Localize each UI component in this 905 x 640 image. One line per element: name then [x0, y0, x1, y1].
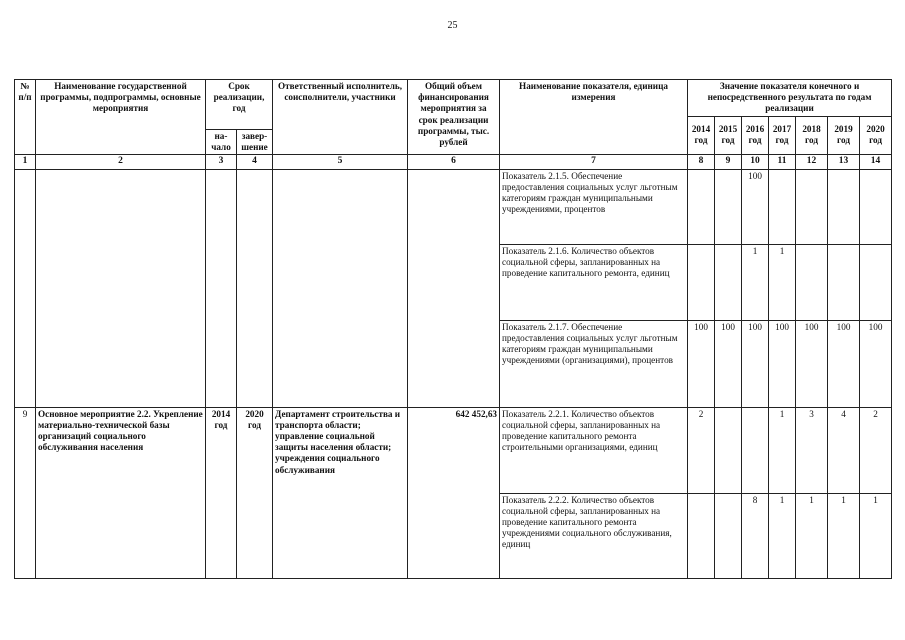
page-number: 25 [447, 20, 458, 31]
header-indicator: Наименование показателя, единица измерения [500, 80, 688, 155]
indicator-value-2017: 1 [769, 244, 796, 320]
table-row [15, 169, 892, 244]
cell-name-empty [36, 169, 206, 407]
column-number: 6 [408, 155, 500, 170]
indicator-value-2018: 3 [796, 407, 828, 493]
header-num: № п/п [15, 80, 36, 155]
header-year-2017: 2017 год [769, 116, 796, 154]
header-funding: Общий объем финансирования мероприятия за срок реализации программы, тыс. рублей [408, 80, 500, 155]
indicator-text: Показатель 2.1.7. Обеспечение предоставления социальных услуг льготным категориям граждан муниципальными учреждениями (организациями), процентов [500, 320, 688, 407]
measure-name: Основное мероприятие 2.2. Укрепление материально-технической базы организаций социального обслуживания населения [36, 407, 206, 578]
column-number: 1 [15, 155, 36, 170]
indicator-value-2018 [796, 169, 828, 244]
column-number: 14 [860, 155, 892, 170]
cell-num-empty [15, 169, 36, 407]
indicator-value-2014 [688, 244, 715, 320]
indicator-value-2019 [828, 169, 860, 244]
column-number: 12 [796, 155, 828, 170]
indicator-value-2014: 100 [688, 320, 715, 407]
indicator-text: Показатель 2.1.6. Количество объектов социальной сферы, запланированных на проведение капитального ремонта, единиц [500, 244, 688, 320]
header-year-2018: 2018 год [796, 116, 828, 154]
indicator-value-2016: 100 [742, 320, 769, 407]
indicator-value-2018 [796, 244, 828, 320]
indicator-value-2015 [715, 493, 742, 578]
row-number: 9 [15, 407, 36, 578]
header-term: Срок реализации, год [206, 80, 273, 130]
indicator-value-2014 [688, 169, 715, 244]
column-number: 8 [688, 155, 715, 170]
indicator-value-2017 [769, 169, 796, 244]
indicator-value-2019: 4 [828, 407, 860, 493]
indicator-value-2017: 100 [769, 320, 796, 407]
cell-funding-empty [408, 169, 500, 407]
indicator-value-2015 [715, 407, 742, 493]
indicator-value-2018: 1 [796, 493, 828, 578]
indicator-value-2018: 100 [796, 320, 828, 407]
indicator-value-2017: 1 [769, 407, 796, 493]
indicator-value-2020 [860, 244, 892, 320]
indicator-value-2016: 100 [742, 169, 769, 244]
header-values-group: Значение показателя конечного и непосредственного результата по годам реализации [688, 80, 892, 117]
column-number: 10 [742, 155, 769, 170]
indicator-value-2020 [860, 169, 892, 244]
header-year-2014: 2014 год [688, 116, 715, 154]
indicator-value-2015 [715, 244, 742, 320]
indicator-value-2019: 1 [828, 493, 860, 578]
header-year-2020: 2020 год [860, 116, 892, 154]
header-year-2016: 2016 год [742, 116, 769, 154]
column-number-row [15, 155, 892, 170]
indicator-value-2016: 1 [742, 244, 769, 320]
column-number: 3 [206, 155, 237, 170]
measure-funding: 642 452,63 [408, 407, 500, 578]
indicator-text: Показатель 2.1.5. Обеспечение предоставления социальных услуг льготным категориям граждан муниципальными учреждениями, процентов [500, 169, 688, 244]
indicator-value-2015 [715, 169, 742, 244]
measure-end-year: 2020 год [237, 407, 273, 578]
indicator-value-2020: 1 [860, 493, 892, 578]
indicator-text: Показатель 2.2.2. Количество объектов социальной сферы, запланированных на проведение капитального ремонта учреждениями социального обслуживания, единиц [500, 493, 688, 578]
column-number: 5 [273, 155, 408, 170]
program-measures-table [14, 79, 892, 579]
cell-end-empty [237, 169, 273, 407]
header-year-2015: 2015 год [715, 116, 742, 154]
header-term-end: завер-шение [237, 129, 273, 154]
column-number: 13 [828, 155, 860, 170]
indicator-value-2020: 2 [860, 407, 892, 493]
indicator-value-2016 [742, 407, 769, 493]
indicator-value-2019: 100 [828, 320, 860, 407]
header-year-2019: 2019 год [828, 116, 860, 154]
header-name: Наименование государственной программы, подпрограммы, основные мероприятия [36, 80, 206, 155]
indicator-text: Показатель 2.2.1. Количество объектов социальной сферы, запланированных на проведение капитального ремонта строительными организациями, единиц [500, 407, 688, 493]
column-number: 4 [237, 155, 273, 170]
indicator-value-2020: 100 [860, 320, 892, 407]
header-row-1 [15, 80, 892, 117]
indicator-value-2016: 8 [742, 493, 769, 578]
indicator-value-2014 [688, 493, 715, 578]
cell-start-empty [206, 169, 237, 407]
header-executor: Ответственный исполнитель, соисполнители, участники [273, 80, 408, 155]
column-number: 11 [769, 155, 796, 170]
table-row [15, 407, 892, 493]
indicator-value-2017: 1 [769, 493, 796, 578]
cell-executor-empty [273, 169, 408, 407]
column-number: 2 [36, 155, 206, 170]
measure-executor: Департамент строительства и транспорта области; управление социальной защиты населения области; учреждения социального обслуживания [273, 407, 408, 578]
column-number: 7 [500, 155, 688, 170]
indicator-value-2014: 2 [688, 407, 715, 493]
indicator-value-2015: 100 [715, 320, 742, 407]
measure-start-year: 2014 год [206, 407, 237, 578]
header-term-start: на-чало [206, 129, 237, 154]
indicator-value-2019 [828, 244, 860, 320]
column-number: 9 [715, 155, 742, 170]
